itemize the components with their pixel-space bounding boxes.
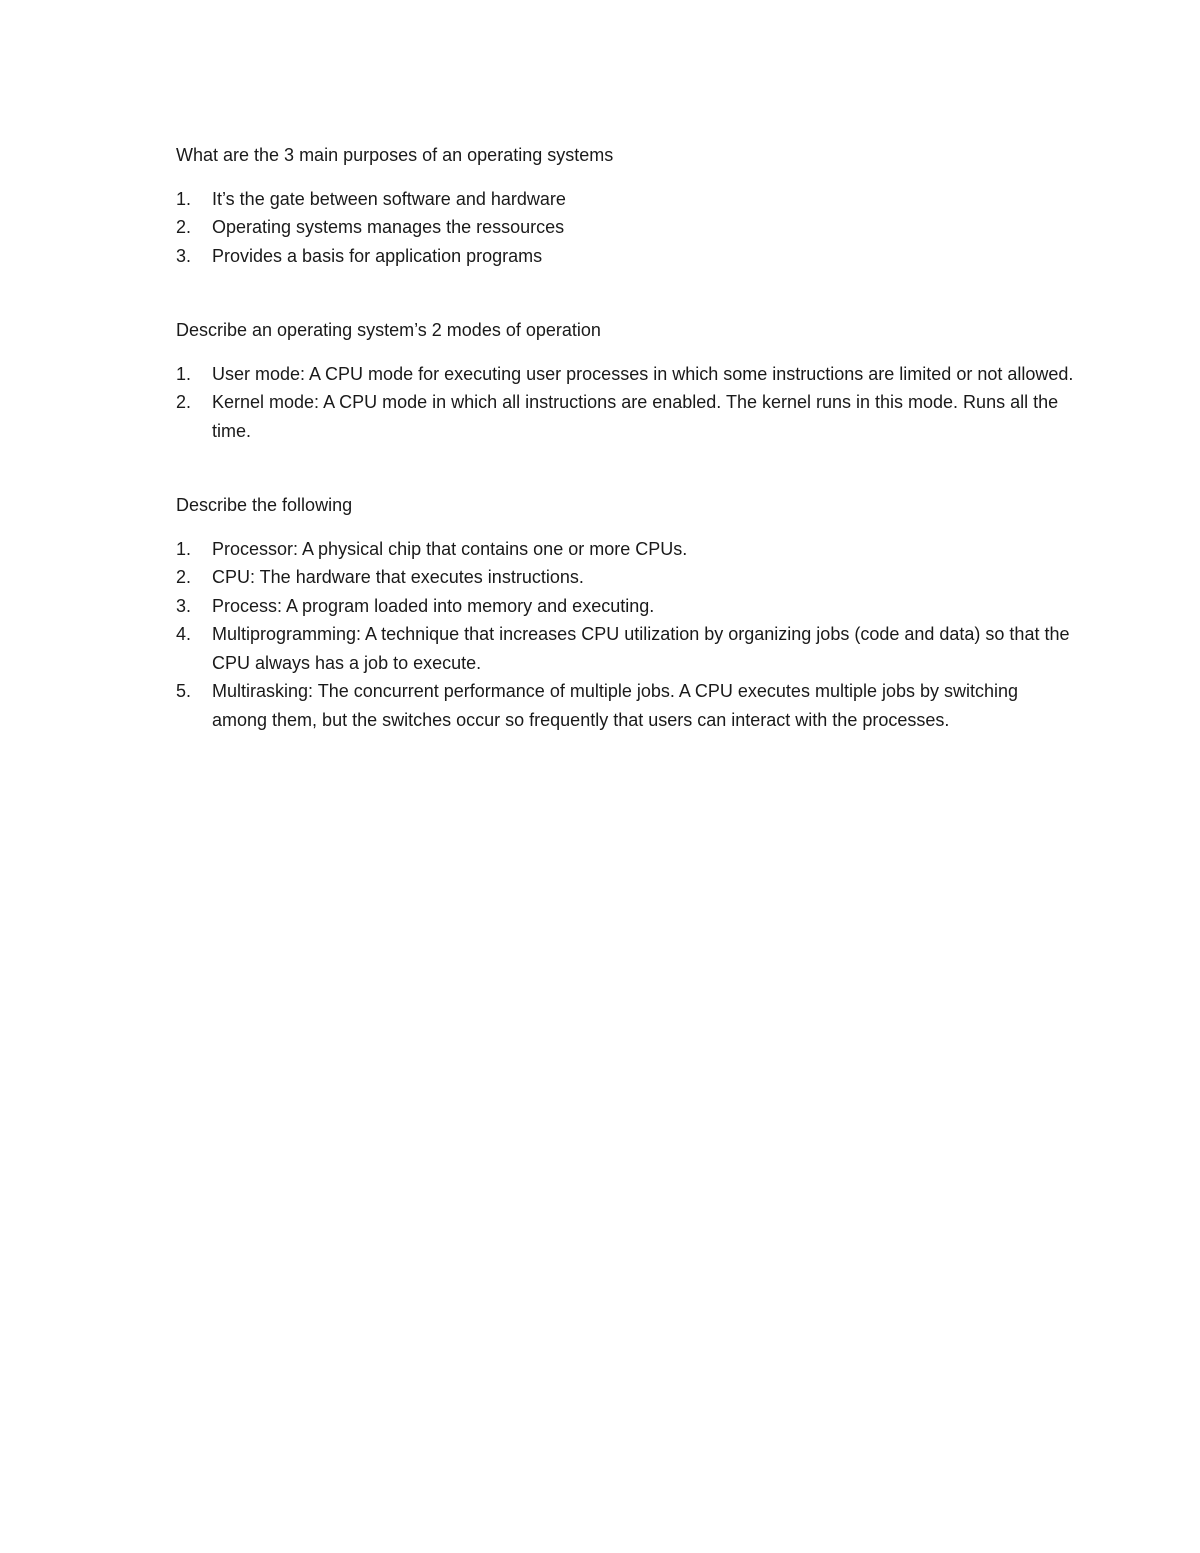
list-number: 2.: [176, 217, 192, 237]
document-body: [176, 141, 1076, 734]
list-item: [176, 242, 1076, 271]
list-text: Multiprogramming: A technique that increases CPU utilization by organizing jobs (code and data) so that the CPU always has a job to execute.: [212, 624, 1070, 673]
list-text: Processor: A physical chip that contains one or more CPUs.: [212, 538, 688, 559]
question-heading: Describe an operating system’s 2 modes of operation: [176, 320, 601, 340]
list-number: 3.: [176, 595, 192, 616]
list-text: Provides a basis for application programs: [212, 245, 543, 266]
list-text: User mode: A CPU mode for executing user processes in which some instructions are limited or not allowed.: [212, 363, 1074, 384]
list-item: [176, 620, 1076, 677]
list-text: CPU: The hardware that executes instructions.: [212, 567, 584, 587]
list-text: Multirasking: The concurrent performance of multiple jobs. A CPU executes multiple jobs by switching among them, but the switches occur so frequently that users can interact with the processes.: [212, 681, 1019, 730]
list-number: 2.: [176, 567, 192, 587]
list-number: 1.: [176, 363, 192, 384]
list-number: 4.: [176, 624, 192, 644]
answer-list: [176, 535, 1076, 735]
list-item: [176, 388, 1076, 445]
section-os-purposes: [176, 141, 1076, 270]
answer-list: [176, 185, 1076, 271]
list-item: [176, 563, 1076, 592]
list-number: 3.: [176, 245, 192, 266]
answer-list: [176, 360, 1076, 446]
list-number: 5.: [176, 681, 192, 701]
list-item: [176, 213, 1076, 242]
section-definitions: [176, 491, 1076, 734]
list-item: [176, 185, 1076, 214]
list-item: [176, 535, 1076, 564]
list-text: Operating systems manages the ressources: [212, 217, 565, 237]
list-item: [176, 592, 1076, 621]
list-item: [176, 677, 1076, 734]
list-number: 1.: [176, 538, 192, 559]
list-text: It’s the gate between software and hardware: [212, 188, 566, 209]
section-os-modes: [176, 316, 1076, 445]
question-heading: Describe the following: [176, 495, 353, 515]
list-item: [176, 360, 1076, 389]
list-number: 1.: [176, 188, 192, 209]
list-text: Kernel mode: A CPU mode in which all instructions are enabled. The kernel runs in this mode. Runs all the time.: [212, 392, 1059, 441]
list-number: 2.: [176, 392, 192, 412]
list-text: Process: A program loaded into memory and executing.: [212, 595, 655, 616]
question-heading: What are the 3 main purposes of an operating systems: [176, 145, 614, 165]
